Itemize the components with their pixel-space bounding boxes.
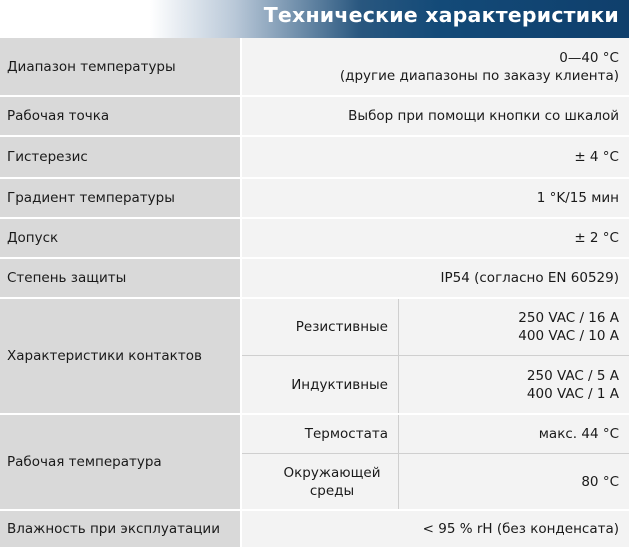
sublabel-ambient (242, 454, 398, 509)
value-text: 1 °K/15 мин (536, 190, 619, 206)
row-value-hysteresis (242, 137, 629, 177)
sublabel-resistive (242, 299, 398, 355)
sublabel-line-1: Окружающей (283, 464, 381, 481)
row-value-temp-range (242, 38, 629, 95)
divider (242, 453, 629, 454)
value-line-1: 250 VAC / 16 A (518, 310, 619, 326)
table-header (0, 0, 629, 38)
value-line-2: 400 VAC / 1 A (526, 385, 619, 402)
value-line-2: 400 VAC / 10 A (518, 328, 619, 344)
value-line-2: (другие диапазоны по заказу клиента) (339, 67, 619, 84)
sublabel-inductive (242, 356, 398, 413)
value-text: макс. 44 °C (538, 426, 619, 442)
row-value-gradient (242, 179, 629, 217)
value-line-1: 0—40 °C (559, 49, 619, 66)
sublabel-text: Термостата (304, 426, 388, 442)
row-label-protection (0, 259, 240, 297)
label-text: Влажность при эксплуатации (7, 521, 220, 537)
value-line-1: 250 VAC / 5 A (526, 367, 619, 384)
divider (398, 299, 399, 413)
value-text: ± 4 °C (574, 149, 619, 165)
label-text: Допуск (7, 230, 59, 246)
row-label-temp-range (0, 38, 240, 95)
row-label-contacts (0, 299, 240, 413)
value-text: IP54 (согласно EN 60529) (440, 270, 619, 286)
sublabel-text: Индуктивные (291, 376, 388, 393)
table-title: Технические характеристики (263, 3, 619, 27)
row-value-setpoint (242, 97, 629, 135)
value-text: 80 °C (581, 473, 619, 490)
value-text: ± 2 °C (574, 230, 619, 246)
label-text: Градиент температуры (7, 190, 175, 206)
sublabel-line-2: среды (309, 482, 355, 499)
value-thermostat (399, 415, 629, 453)
row-label-humidity (0, 511, 240, 547)
sublabel-thermostat (242, 415, 398, 453)
value-text: < 95 % rH (без конденсата) (422, 521, 619, 537)
label-text: Диапазон температуры (7, 58, 176, 75)
row-value-humidity (242, 511, 629, 547)
row-label-setpoint (0, 97, 240, 135)
sublabel-text: Резистивные (295, 319, 388, 335)
value-text: Выбор при помощи кнопки со шкалой (348, 108, 619, 124)
label-text: Характеристики контактов (7, 348, 202, 364)
row-value-protection (242, 259, 629, 297)
label-text: Гистерезис (7, 149, 88, 165)
divider (398, 415, 399, 509)
label-text: Степень защиты (7, 270, 127, 286)
row-label-gradient (0, 179, 240, 217)
row-label-tolerance (0, 219, 240, 257)
label-text: Рабочая температура (7, 454, 162, 470)
label-text: Рабочая точка (7, 108, 110, 124)
divider (242, 355, 629, 356)
value-ambient (399, 454, 629, 509)
value-inductive (399, 356, 629, 413)
row-value-tolerance (242, 219, 629, 257)
value-resistive (399, 299, 629, 355)
row-label-hysteresis (0, 137, 240, 177)
row-label-operating-temp (0, 415, 240, 509)
